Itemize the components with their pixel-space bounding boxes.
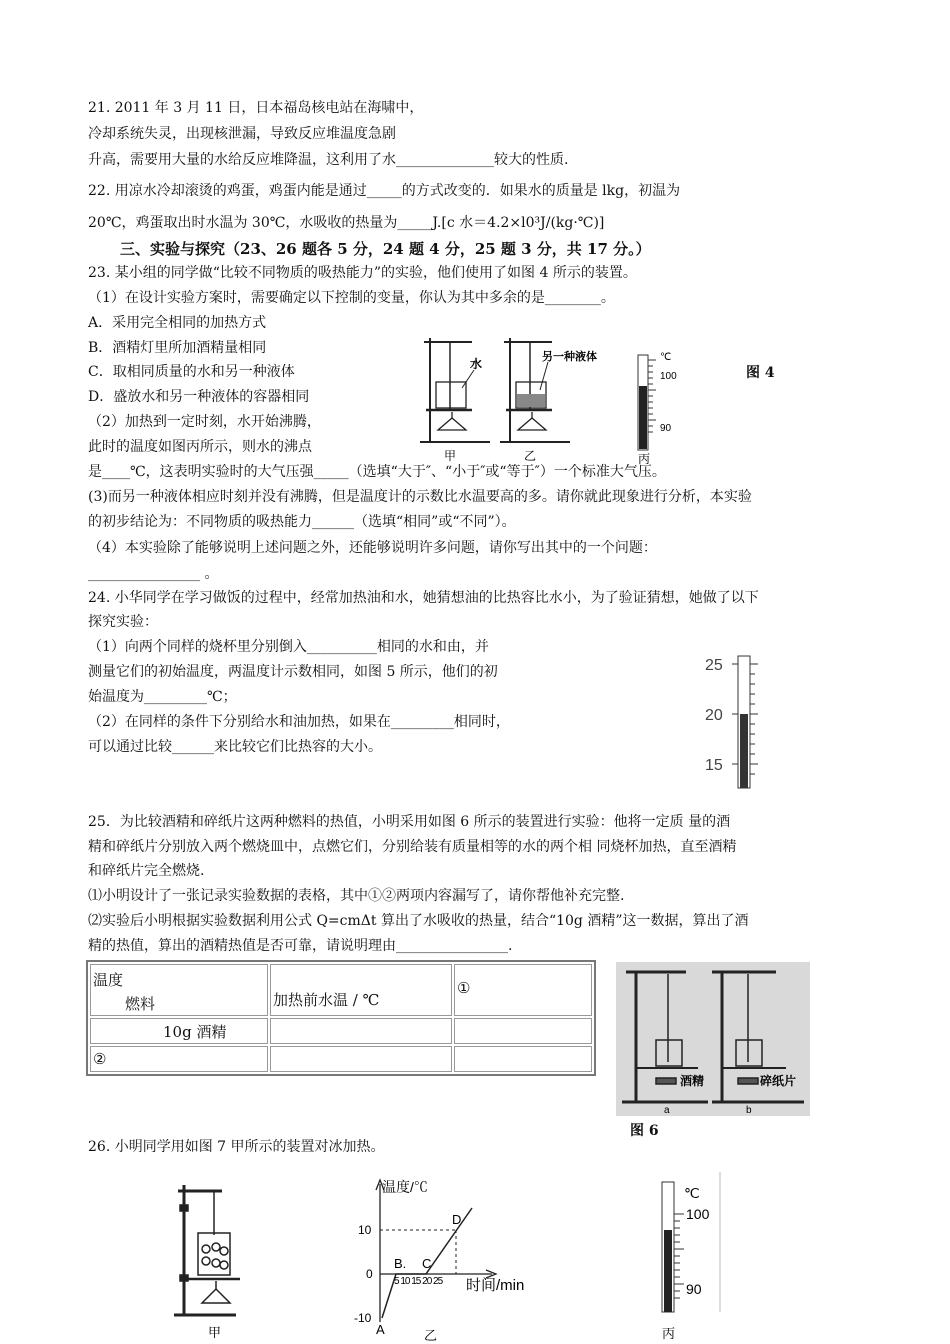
q22-line2: 20℃，鸡蛋取出时水温为 30℃，水吸收的热量为_____J.[c 水＝4.2×l0³J/(kg·℃)] (88, 215, 605, 231)
q23-option-a: A．采用完全相同的加热方式 (88, 315, 267, 331)
q23-option-d: D．盛放水和另一种液体的容器相同 (88, 389, 310, 405)
row-blank-2-blank (454, 1046, 592, 1072)
tick-100: 100 (660, 371, 677, 382)
q23-part2-line1: （2）加热到一定时刻，水开始沸腾， (88, 414, 321, 430)
q23-part1: （1）在设计实验方案时，需要确定以下控制的变量，你认为其中多余的是________。 (88, 290, 615, 306)
figure-4 (410, 330, 710, 465)
q26-line1: 26. 小明同学用如图 7 甲所示的装置对冰加热。 (88, 1139, 385, 1155)
q24-line7: 可以通过比较______来比较它们比热容的大小。 (88, 739, 382, 755)
figure-6-caption: 图 6 (630, 1123, 659, 1139)
q24-line3: （1）向两个同样的烧杯里分别倒入__________相同的水和由，并 (88, 639, 489, 655)
figure-7-yi-graph (352, 1172, 552, 1344)
q25-line4: ⑴小明设计了一张记录实验数据的表格，其中①②两项内容漏写了，请你帮他补充完整. (88, 888, 625, 904)
figure-7-jia-apparatus (170, 1175, 260, 1344)
q22-line1: 22. 用凉水冷却滚烫的鸡蛋，鸡蛋内能是通过_____的方式改变的．如果水的质量是 lkg，初温为 (88, 183, 681, 199)
q25-line6: 精的热值，算出的酒精热值是否可靠，请说明理由________________. (88, 938, 513, 954)
graph-xticks: 5 10 15 20 25 (394, 1276, 443, 1287)
figure-6 (616, 962, 810, 1116)
header-before-temp: 加热前水温 / ℃ (270, 964, 452, 1016)
section3-title: 三、实验与探究（23、26 题各 5 分，24 题 4 分，25 题 3 分，共 17 分。） (120, 240, 651, 258)
label-other-liquid: 另一种液体 (542, 351, 597, 363)
q23-intro: 23. 某小组的同学做“比较不同物质的吸热能力”的实验，他们使用了如图 4 所示的装置。 (88, 265, 637, 281)
q25-line5: ⑵实验后小明根据实验数据利用公式 Q=cmΔt 算出了水吸收的热量，结合“10g 酒精”这一数据，算出了酒 (88, 913, 749, 929)
label-alcohol: 酒精 (680, 1074, 705, 1088)
q25-line3: 和碎纸片完全燃烧. (88, 863, 205, 879)
point-b: B. (394, 1256, 407, 1271)
point-a: A (376, 1322, 385, 1337)
q21-line3: 升高，需要用大量的水给反应堆降温，这利用了水______________较大的性质. (88, 152, 569, 168)
table-row (90, 1018, 592, 1044)
q24-line2: 探究实验： (88, 614, 158, 630)
row-alcohol-blank (454, 1018, 592, 1044)
q23-part4: （4）本实验除了能够说明上述问题之外，还能够说明许多问题，请你写出其中的一个问题： (88, 540, 657, 556)
tick-15: 15 (705, 757, 723, 774)
label-bing-7: 丙 (662, 1326, 676, 1341)
graph-ylabel: 温度/℃ (382, 1179, 428, 1195)
tick-90: 90 (660, 423, 672, 434)
q24-line5: 始温度为_________℃； (88, 689, 237, 705)
q23-part4-blank: ________________ 。 (88, 566, 219, 582)
q21-line1: 21. 2011 年 3 月 11 日，日本福岛核电站在海啸中， (88, 100, 424, 116)
thermometer-unit: ℃ (660, 352, 672, 363)
tick-20: 20 (705, 707, 723, 724)
figure-7-bing-thermometer (650, 1172, 730, 1344)
graph-xlabel: 时间/min (466, 1277, 525, 1294)
figure-5-thermometer (700, 652, 780, 792)
q23-part3-line1: (3)而另一种液体相应时刻并没有沸腾，但是温度计的示数比水温要高的多。请你就此现象进行分析，本实验 (88, 489, 752, 505)
figure-4-caption: 图 4 (746, 365, 775, 381)
header-fuel-label: 燃料 (125, 995, 156, 1013)
thermo7-tick100: 100 (686, 1206, 710, 1222)
q21-line2: 冷却系统失灵，出现核泄漏，导致反应堆温度急剧 (88, 126, 396, 142)
thermometer-bing (638, 355, 656, 450)
label-water: 水 (470, 357, 483, 371)
label-a: a (664, 1105, 670, 1116)
point-d: D (452, 1212, 462, 1227)
table-row (90, 1046, 592, 1072)
q25-line1: 25．为比较酒精和碎纸片这两种燃料的热值，小明采用如图 6 所示的装置进行实验：他将一定质 量的酒 (88, 814, 731, 830)
q23-option-c: C．取相同质量的水和另一种液体 (88, 364, 295, 380)
row-alcohol-before (270, 1018, 452, 1044)
graph-y0: 0 (366, 1267, 373, 1281)
header-diagonal-cell (90, 964, 268, 1016)
label-yi-7: 乙 (424, 1328, 438, 1343)
label-jia-7: 甲 (208, 1325, 222, 1340)
header-blank-1: ① (454, 964, 592, 1016)
q23-part2-line2: 此时的温度如图丙所示，则水的沸点 (88, 439, 312, 455)
tick-25: 25 (705, 657, 723, 674)
row-blank-2-fuel: ② (90, 1046, 268, 1072)
q25-line2: 精和碎纸片分别放入两个燃烧皿中，点燃它们，分别给装有质量相等的水的两个相 同烧杯加热，直至酒精 (88, 839, 737, 855)
q23-part3-line2: 的初步结论为：不同物质的吸热能力______（选填“相同”或“不同”）。 (88, 514, 516, 530)
q23-part2-line3: 是____℃，这表明实验时的大气压强_____（选填“大于″、“小于″或“等于″）一个标准大气压。 (88, 464, 666, 480)
thermo7-tick90: 90 (686, 1281, 702, 1297)
label-bing: 丙 (638, 452, 651, 466)
q24-line4: 测量它们的初始温度，两温度计示数相同，如图 5 所示，他们的初 (88, 664, 498, 680)
thermo7-unit: ℃ (684, 1185, 700, 1201)
label-jia: 甲 (444, 449, 457, 463)
row-alcohol-fuel: 10g 酒精 (90, 1018, 268, 1044)
point-c: C (422, 1256, 432, 1271)
header-temp-label: 温度 (93, 971, 124, 989)
graph-y10: 10 (358, 1223, 372, 1237)
label-yi: 乙 (524, 449, 537, 463)
stand-jia (420, 338, 490, 442)
row-blank-2-before (270, 1046, 452, 1072)
q24-line1: 24. 小华同学在学习做饭的过程中，经常加热油和水，她猜想油的比热容比水小，为了验证猜想，她做了以下 (88, 590, 759, 606)
q24-line6: （2）在同样的条件下分别给水和油加热，如果在_________相同时， (88, 714, 510, 730)
table-header-row (90, 964, 592, 1016)
graph-yneg10: -10 (354, 1311, 372, 1325)
q23-option-b: B．酒精灯里所加酒精量相同 (88, 340, 267, 356)
fuel-data-table (86, 960, 596, 1076)
label-paper: 碎纸片 (760, 1074, 797, 1088)
label-b: b (746, 1105, 752, 1116)
